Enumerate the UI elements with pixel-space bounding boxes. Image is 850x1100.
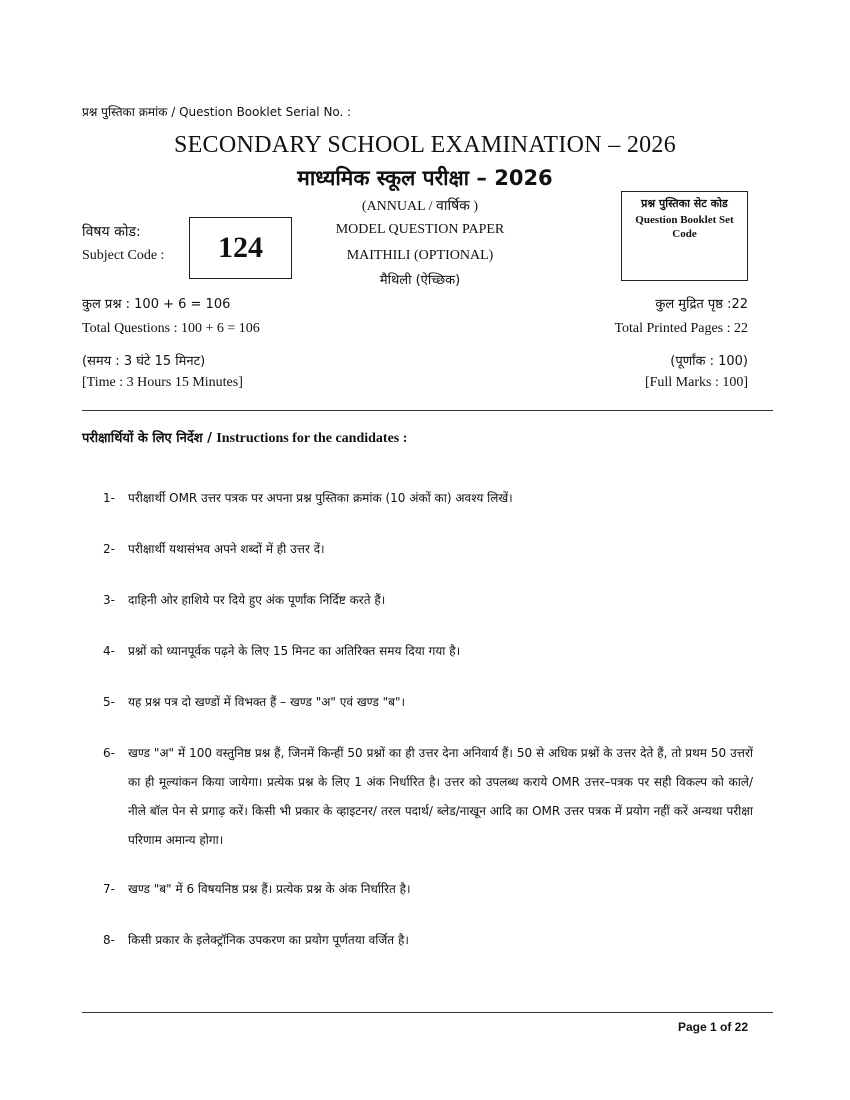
instruction-item — [103, 875, 753, 904]
total-questions-english: Total Questions : 100 + 6 = 106 — [82, 321, 260, 336]
subject-name-hindi: मैथिली (ऐच्छिक) — [379, 273, 461, 288]
full-marks-hindi: (पूर्णांक : 100) — [670, 354, 748, 369]
instruction-text: प्रश्नों को ध्यानपूर्वक पढ़ने के लिए 15 मिनट का अतिरिक्त समय दिया गया है। — [128, 644, 461, 658]
instruction-number: 8- — [103, 933, 115, 947]
instruction-text: परीक्षार्थी यथासंभव अपने शब्दों में ही उत्तर दें। — [128, 542, 325, 556]
instruction-text: दाहिनी ओर हाशिये पर दिये हुए अंक पूर्णांक निर्दिष्ट करते हैं। — [128, 593, 386, 607]
instructions-heading-hindi: परीक्षार्थियों के लिए निर्देश / — [82, 431, 212, 446]
instruction-number: 3- — [103, 593, 115, 607]
instruction-text: खण्ड "ब" में 6 विषयनिष्ठ प्रश्न हैं। प्रत्येक प्रश्न के अंक निर्धारित है। — [128, 882, 411, 896]
instructions-heading — [82, 428, 407, 447]
instruction-item — [103, 586, 753, 615]
page-number: Page 1 of 22 — [677, 1020, 748, 1034]
instructions-heading-english: Instructions for the candidates : — [216, 431, 408, 446]
subject-code-label-english: Subject Code : — [82, 248, 165, 263]
set-code-label-english: Question Booklet Set Code — [635, 214, 734, 240]
instruction-number: 1- — [103, 491, 115, 505]
instruction-number: 6- — [103, 746, 115, 760]
time-hindi: (समय : 3 घंटे 15 मिनट) — [82, 354, 206, 369]
instruction-number: 5- — [103, 695, 115, 709]
exam-title-english: SECONDARY SCHOOL EXAMINATION – 2026 — [173, 132, 677, 158]
total-pages-english: Total Printed Pages : 22 — [614, 321, 748, 336]
subject-code-box: 124 — [189, 217, 292, 279]
total-pages-hindi: कुल मुद्रित पृष्ठ :22 — [655, 297, 748, 312]
instruction-number: 2- — [103, 542, 115, 556]
instruction-item — [103, 637, 753, 666]
instruction-text: किसी प्रकार के इलेक्ट्रॉनिक उपकरण का प्रयोग पूर्णतया वर्जित है। — [128, 933, 409, 947]
instruction-number: 7- — [103, 882, 115, 896]
instruction-text: खण्ड "अ" में 100 वस्तुनिष्ठ प्रश्न हैं, जिनमें किन्हीं 50 प्रश्नों का ही उत्तर देना अनिवार्य हैं। 50 से अधिक प्रश्नों के उत्तर देते हैं, तो प्रथम 50 उत्तरों का ही मूल्यांकन किया जायेगा। प्रत्येक प्रश्न के लिए 1 अंक निर्धारित है। उत्तर को उपलब्ध कराये OMR उत्तर–पत्रक पर सही विकल्प को काले/नीले बॉल पेन से प्रगाढ़ करें। किसी भी प्रकार के व्हाइटनर/ तरल पदार्थ/ ब्लेड/नाखून आदि का OMR उत्तर पत्रक में प्रयोग नहीं करें अन्यथा परीक्षा परिणाम अमान्य होगा। — [128, 746, 753, 847]
instruction-item — [103, 688, 753, 717]
time-english: [Time : 3 Hours 15 Minutes] — [82, 375, 243, 390]
instruction-text: परीक्षार्थी OMR उत्तर पत्रक पर अपना प्रश्न पुस्तिका क्रमांक (10 अंकों का) अवश्य लिखें। — [128, 491, 513, 505]
subject-code-label-hindi: विषय कोड: — [82, 224, 141, 240]
booklet-serial-label: प्रश्न पुस्तिका क्रमांक / Question Booklet Serial No. : — [82, 105, 352, 119]
full-marks-english: [Full Marks : 100] — [644, 375, 748, 390]
instruction-text: यह प्रश्न पत्र दो खण्डों में विभक्त हैं – खण्ड "अ" एवं खण्ड "ब"। — [128, 695, 406, 709]
header-divider — [82, 410, 773, 411]
instruction-list — [103, 484, 753, 977]
instruction-item — [103, 739, 753, 855]
instruction-item — [103, 535, 753, 564]
booklet-set-code-box — [621, 191, 748, 281]
exam-title-hindi: माध्यमिक स्कूल परीक्षा – 2026 — [297, 166, 553, 190]
set-code-label-hindi: प्रश्न पुस्तिका सेट कोड — [641, 197, 728, 210]
subject-name-english: MAITHILI (OPTIONAL) — [346, 248, 494, 263]
total-questions-hindi: कुल प्रश्न : 100 + 6 = 106 — [82, 297, 231, 312]
annual-label: (ANNUAL / वार्षिक ) — [361, 199, 479, 214]
model-paper-label: MODEL QUESTION PAPER — [335, 222, 505, 237]
instruction-number: 4- — [103, 644, 115, 658]
instruction-item — [103, 926, 753, 955]
instruction-item — [103, 484, 753, 513]
footer-divider — [82, 1012, 773, 1013]
